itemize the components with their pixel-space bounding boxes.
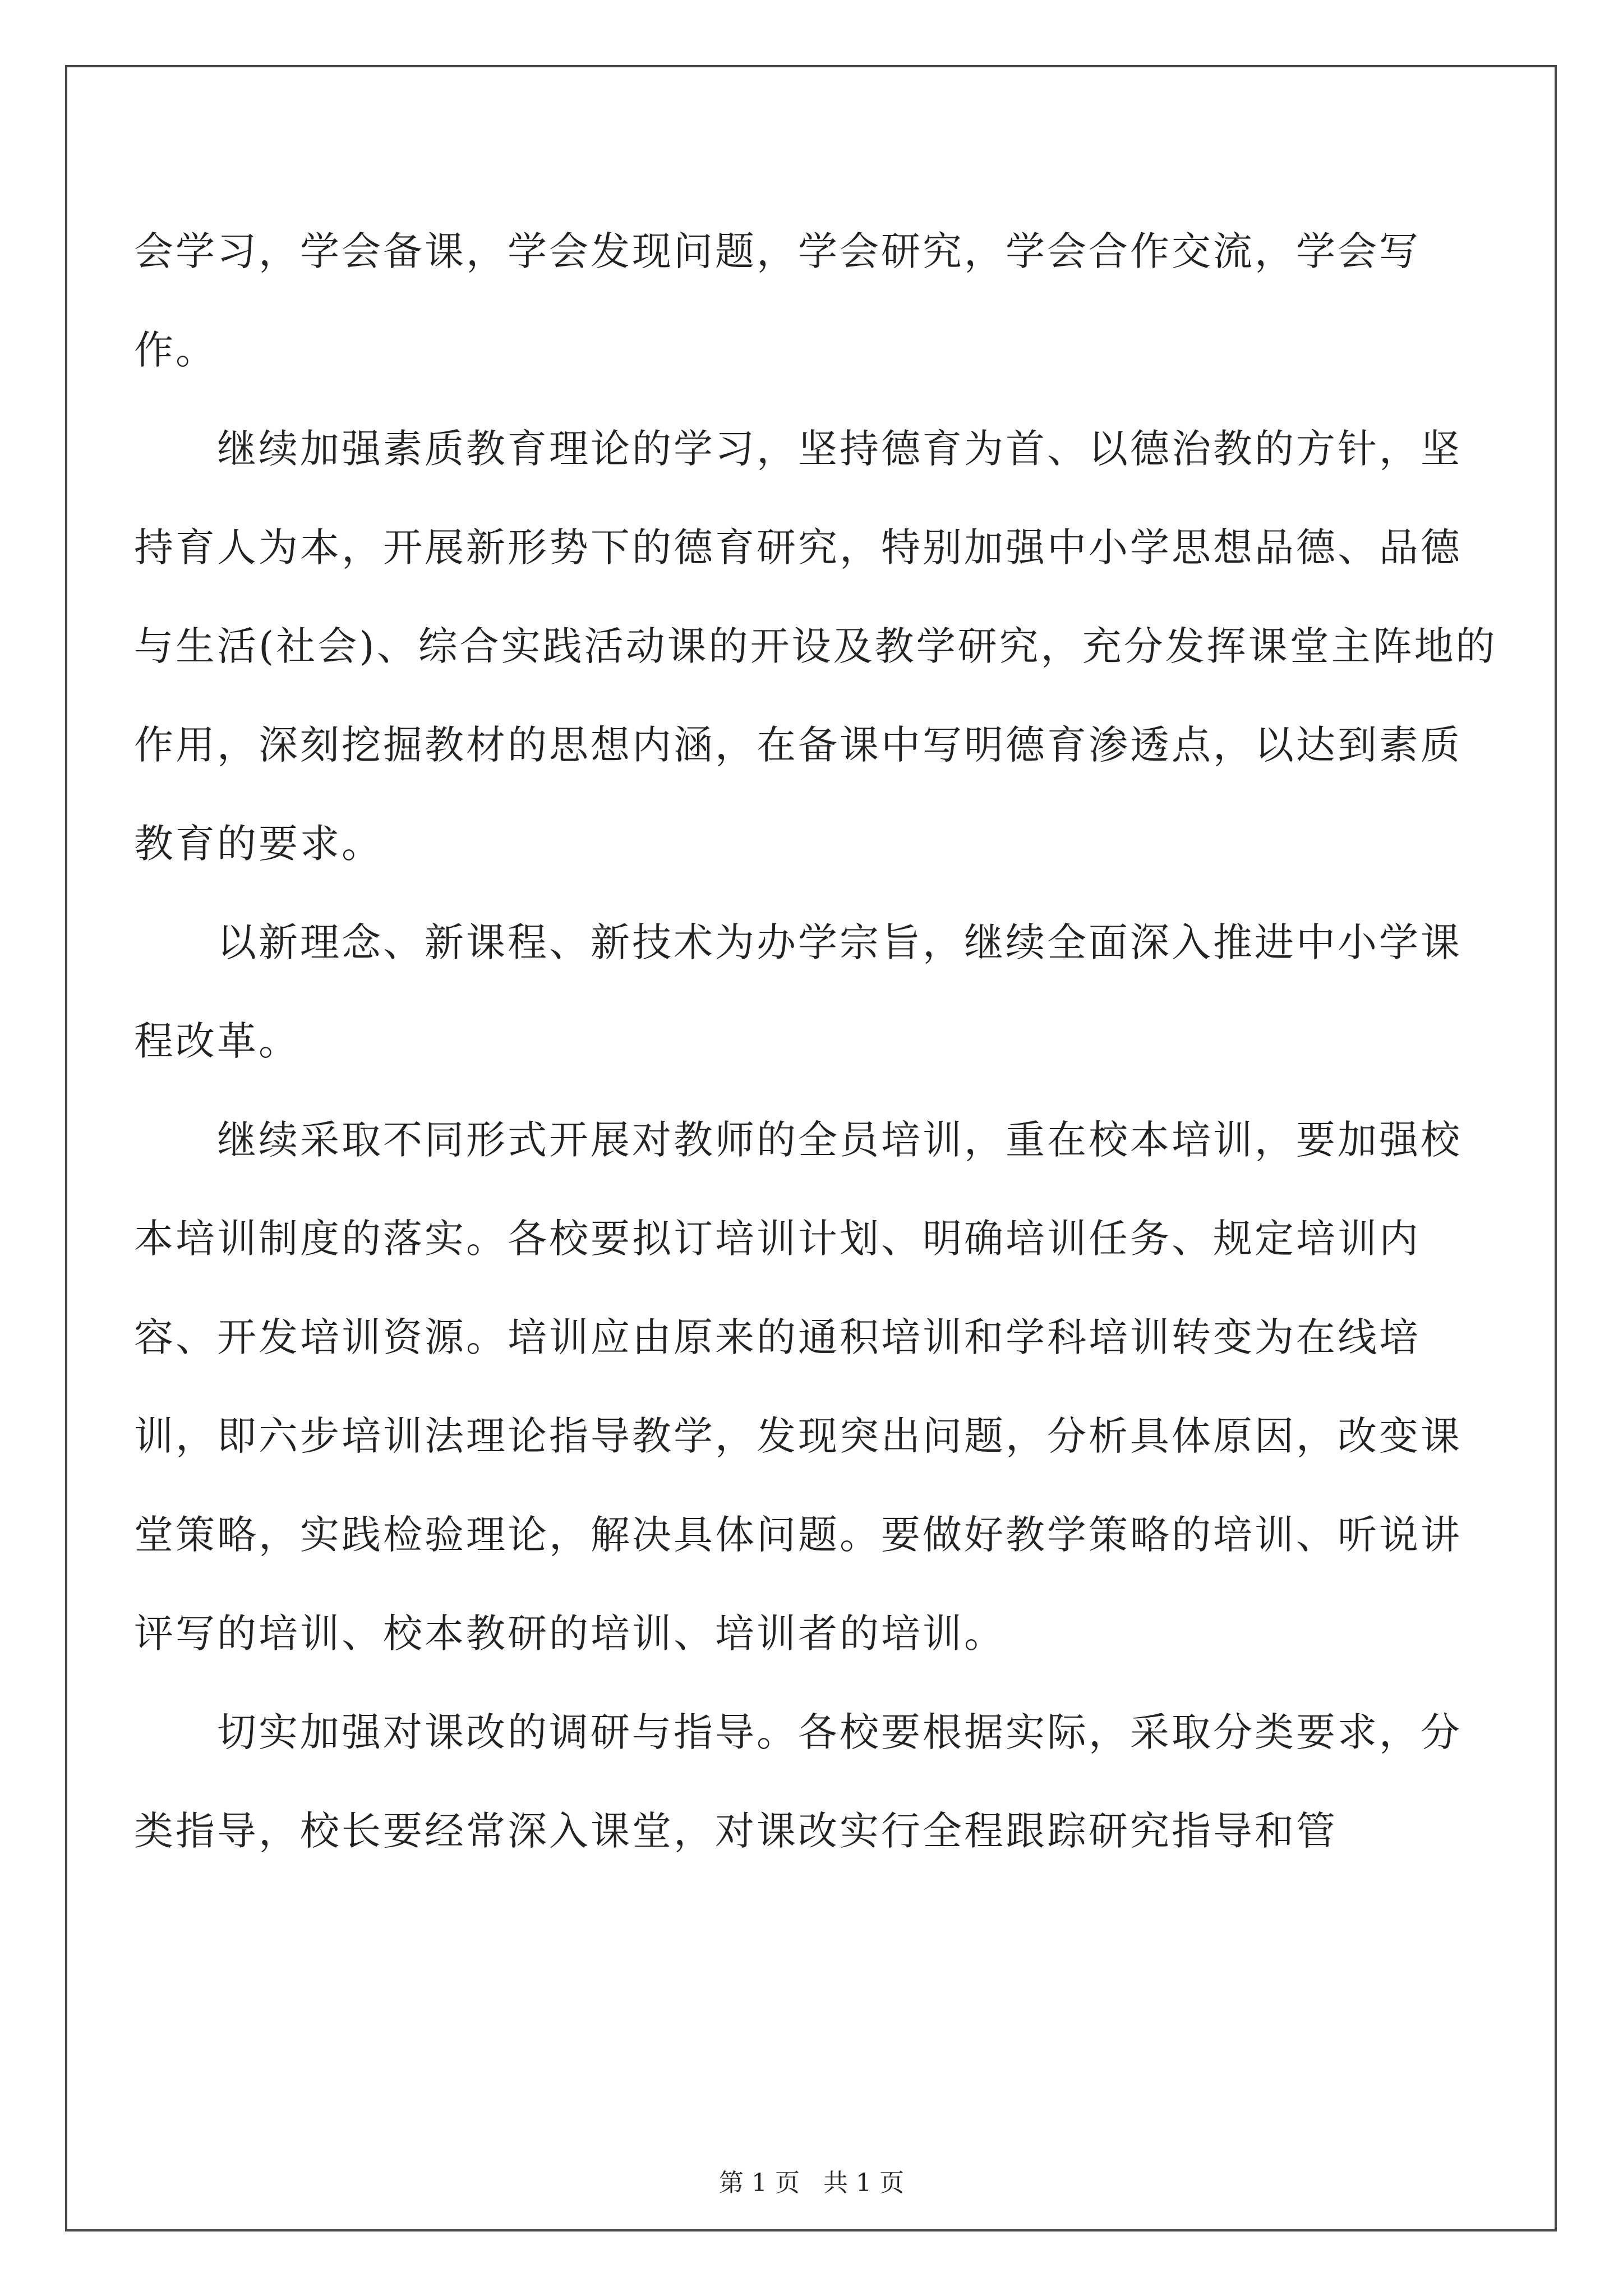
paragraph-3: 以新理念、新课程、新技术为办学宗旨，继续全面深入推进中小学课程改革。 — [134, 919, 1462, 1064]
document-body — [134, 202, 1502, 1880]
page-footer: 第 1 页 共 1 页 — [719, 2169, 904, 2197]
paragraph-2: 继续加强素质教育理论的学习，坚持德育为首、以德治教的方针，坚持育人为本，开展新形势下的德育研究，特别加强中小学思想品德、品德与生活(社会)、综合实践活动课的开设及教学研究，充分发挥课堂主阵地的作用，深刻挖掘教材的思想内涵，在备课中写明德育渗透点，以达到素质教育的要求。 — [134, 426, 1497, 867]
paragraph-5: 切实加强对课改的调研与指导。各校要根据实际，采取分类要求，分类指导，校长要经常深入课堂，对课改实行全程跟踪研究指导和管 — [134, 1709, 1462, 1854]
paragraph-4: 继续采取不同形式开展对教师的全员培训，重在校本培训，要加强校本培训制度的落实。各校要拟订培训计划、明确培训任务、规定培训内容、开发培训资源。培训应由原来的通积培训和学科培训转变为在线培训，即六步培训法理论指导教学，发现突出问题，分析具体原因，改变课堂策略，实践检验理论，解决具体问题。要做好教学策略的培训、听说讲评写的培训、校本教研的培训、培训者的培训。 — [134, 1117, 1462, 1657]
paragraph-1: 会学习，学会备课，学会发现问题，学会研究，学会合作交流，学会写作。 — [134, 228, 1421, 373]
